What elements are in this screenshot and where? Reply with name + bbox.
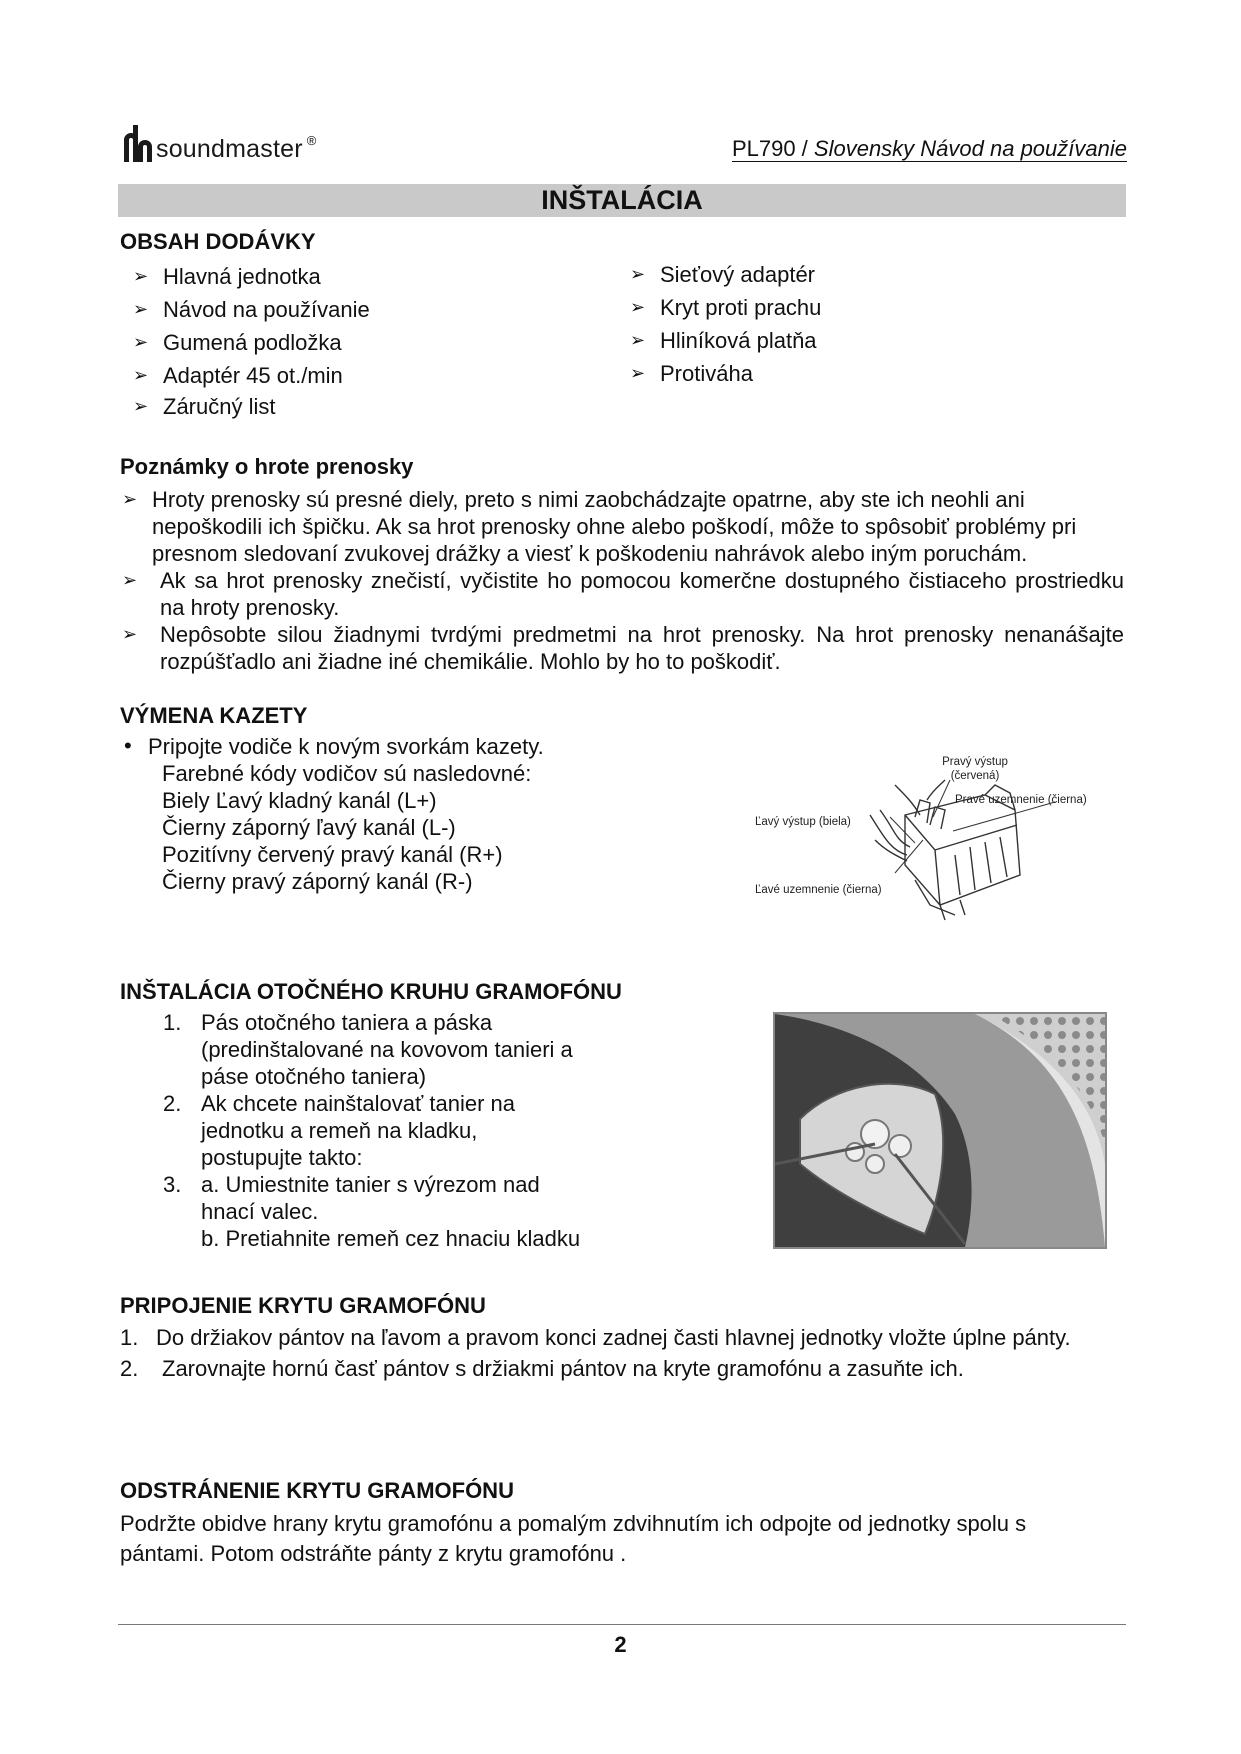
step-item: 3. a. Umiestnite tanier s výrezom nad hnací valec. b. Pretiahnite remeň cez hnaciu kladku — [163, 1172, 581, 1251]
note-item: ➢ Ak sa hrot prenosky znečistí, vyčistite ho pomocou komerčne dostupného čistiaceho prostriedku na hroty prenosky. — [122, 568, 1124, 620]
step-item: 1. Pás otočného taniera a páska (predinštalované na kovovom tanieri a páse otočného taniera) — [163, 1010, 573, 1089]
brand-logo — [120, 122, 316, 162]
cover-remove-text: Podržte obidve hrany krytu gramofónu a pomalým zdvihnutím ich odpojte od jednotky spolu s pántami. Potom odstráňte pánty z krytu gramofónu . — [120, 1511, 1027, 1566]
arrow-bullet-icon: ➢ — [122, 624, 138, 644]
cartridge-bullet: • Pripojte vodiče k novým svorkám kazety. — [124, 733, 544, 759]
stylus-notes-heading: Poznámky o hrote prenosky — [120, 454, 414, 479]
step-item: 2. Ak chcete nainštalovať tanier na jednotku a remeň na kladku, postupujte takto: — [163, 1091, 515, 1170]
section-title: INŠTALÁCIA — [541, 185, 703, 215]
arrow-bullet-icon: ➢ — [122, 570, 138, 590]
step-item: 1. Do držiakov pántov na ľavom a pravom konci zadnej časti hlavnej jednotky vložte úplne pánty. — [120, 1325, 1071, 1350]
cover-remove-heading: ODSTRÁNENIE KRYTU GRAMOFÓNU — [120, 1478, 514, 1503]
platter-steps — [163, 1009, 683, 1252]
page-number: 2 — [614, 1632, 627, 1657]
cartridge-instructions — [118, 733, 678, 895]
brand-name: soundmaster — [156, 135, 303, 163]
list-item: ➢ Hliníková platňa — [630, 324, 1030, 357]
list-item: ➢ Kryt proti prachu — [630, 291, 1030, 324]
bullet-dot-icon: • — [124, 733, 132, 758]
contents-heading: OBSAH DODÁVKY — [120, 229, 316, 254]
contents-right-list — [630, 258, 1030, 390]
list-item: ➢ Protiváha — [630, 357, 1030, 390]
list-item: ➢ Záručný list — [133, 392, 593, 421]
soundmaster-logo-icon — [120, 122, 154, 162]
step-item: 2. Zarovnajte hornú časť pántov s držiakmi pántov na kryte gramofónu a zasuňte ich. — [120, 1356, 964, 1381]
cartridge-diagram — [755, 755, 1115, 925]
color-code-line: Farebné kódy vodičov sú nasledovné: — [162, 761, 532, 786]
model-name: PL790 / — [731, 136, 814, 161]
right-ground-label: Pravé uzemnenie (čierna) — [955, 794, 1087, 806]
left-ground-label: Ľavé uzemnenie (čierna) — [755, 884, 882, 896]
color-code-line: Pozitívny červený pravý kanál (R+) — [162, 842, 503, 867]
stylus-notes-list — [118, 486, 1124, 675]
list-item: ➢ Adaptér 45 ot./min — [133, 359, 593, 392]
list-item: ➢ Návod na používanie — [133, 293, 593, 326]
list-item: ➢ Gumená podložka — [133, 326, 593, 359]
color-code-line: Biely Ľavý kladný kanál (L+) — [162, 788, 437, 813]
cartridge-heading: VÝMENA KAZETY — [120, 703, 308, 728]
platter-heading: INŠTALÁCIA OTOČNÉHO KRUHU GRAMOFÓNU — [120, 979, 622, 1004]
document-title — [732, 136, 1127, 162]
color-code-line: Čierny záporný ľavý kanál (L-) — [162, 815, 456, 840]
footer-divider — [118, 1624, 1126, 1625]
list-item: ➢ Sieťový adaptér — [630, 258, 1030, 291]
arrow-bullet-icon: ➢ — [122, 489, 138, 509]
platter-photo — [773, 1012, 1107, 1249]
registered-mark: ® — [306, 133, 317, 148]
list-item: ➢ Hlavná jednotka — [133, 260, 593, 293]
note-item: ➢ Nepôsobte silou žiadnymi tvrdými predmetmi na hrot prenosky. Na hrot prenosky nenanášajte rozpúšťadlo ani žiadne iné chemikálie. Mohlo by ho to poškodiť. — [122, 622, 1124, 674]
left-output-label: Ľavý výstup (biela) — [755, 816, 851, 828]
contents-left-list — [133, 260, 593, 421]
cover-attach-heading: PRIPOJENIE KRYTU GRAMOFÓNU — [120, 1293, 486, 1318]
manual-title: Slovensky Návod na používanie — [813, 136, 1127, 161]
right-output-label: Pravý výstup (červená) — [942, 756, 1008, 782]
turntable-photo-icon — [775, 1014, 1105, 1247]
color-code-line: Čierny pravý záporný kanál (R-) — [162, 869, 473, 894]
note-item: ➢ Hroty prenosky sú presné diely, preto s nimi zaobchádzajte opatrne, aby ste ich neohli ani nepoškodili ich špičku. Ak sa hrot prenosky ohne alebo poškodí, môže to spôsobiť problémy pri presnom sledovaní zvukovej drážky a viesť k poškodeniu nahrávok alebo iným poruchám. — [122, 487, 1077, 566]
cover-attach-list — [120, 1322, 1126, 1384]
